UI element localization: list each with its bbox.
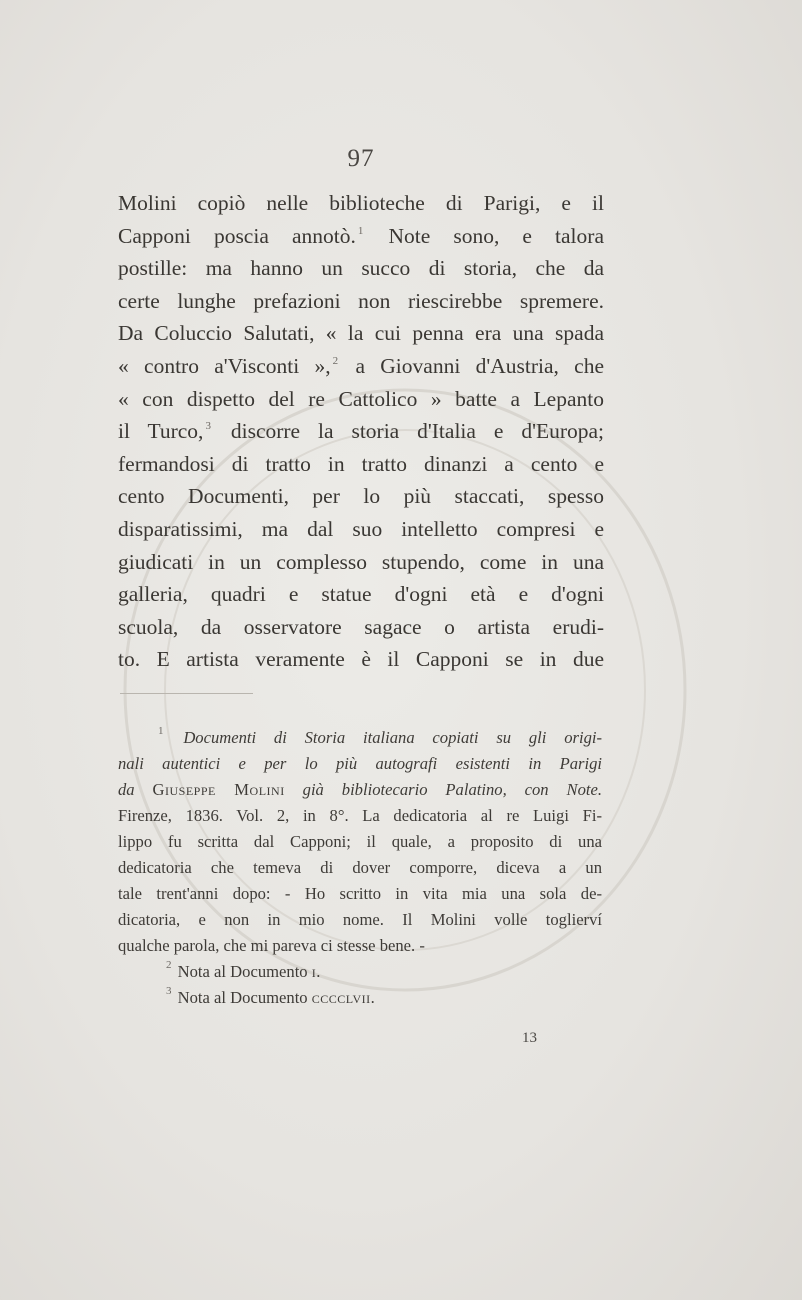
footnote-3: $^3$ Nota al Documento cccclvii. [166,985,376,1007]
footnote-2: $^2$ Nota al Documento i. [166,959,321,981]
footnote-1-line: dedicatoria che temeva di dover comporre, diceva a un [118,858,602,877]
text-line: il Turco, $^3$ discorre la storia d'Italia e d'Europa; [118,419,604,444]
footnote-1-line: qualche parola, che mi pareva ci stesse bene. - [118,936,425,955]
footnotes [118,725,602,1011]
text-line: Capponi poscia annotò. $^1$ Note sono, e talora [118,223,604,248]
text-line: Molini copiò nelle biblioteche di Parigi, e il [118,191,604,215]
text-line: scuola, da osservatore sagace o artista erudi- [118,614,604,639]
footnote-1-line: lippo fu scritta dal Capponi; il quale, a proposito di una [118,832,602,851]
footnote-ref[interactable]: 1 [357,224,364,237]
text-line: Da Coluccio Salutati, « la cui penna era una spada [118,321,604,346]
footnote-separator [120,693,253,694]
footnote-1-line: tale trent'anni dopo: - Ho scritto in vita mia una sola de- [118,884,602,903]
footnote-1-line: Firenze, 1836. Vol. 2, in 8°. La dedicatoria al re Luigi Fi- [118,806,602,825]
footnote-1-line: da Giuseppe Molini già bibliotecario Palatino, con Note. [118,780,603,799]
text-line: fermandosi di tratto in tratto dinanzi a cento e [118,451,604,476]
text-line: to. E artista veramente è il Capponi se in due [118,647,604,672]
footnote-ref[interactable]: 2 [332,354,339,367]
page-number: 97 [347,145,375,172]
footnote-1-line: dicatoria, e non in mio nome. Il Molini volle toglierví [118,910,602,929]
text-line: giudicati in un complesso stupendo, come in una [118,549,604,574]
text-line: « con dispetto del re Cattolico » batte a Lepanto [118,386,604,411]
text-line: certe lunghe prefazioni non riescirebbe spremere. [118,288,604,313]
author-name: Giuseppe Molini [152,780,285,799]
footnote-1-line: nali autentici e per lo più autografi esistenti in Parigi [118,754,602,773]
text-line: cento Documenti, per lo più staccati, spesso [118,484,604,509]
text-line: disparatissimi, ma dal suo intelletto compresi e [118,516,604,541]
main-text [118,187,604,676]
sheet-signature: 13 [522,1030,537,1046]
footnote-1-line: $^1$ Documenti di Storia italiana copiati su gli origi- [158,725,603,747]
text-line: postille: ma hanno un succo di storia, che da [118,256,604,281]
text-line: galleria, quadri e statue d'ogni età e d'ogni [118,582,604,607]
footnote-ref[interactable]: 3 [205,420,211,433]
text-line: « contro a'Visconti », $^2$ a Giovanni d'Austria, che [118,353,604,378]
